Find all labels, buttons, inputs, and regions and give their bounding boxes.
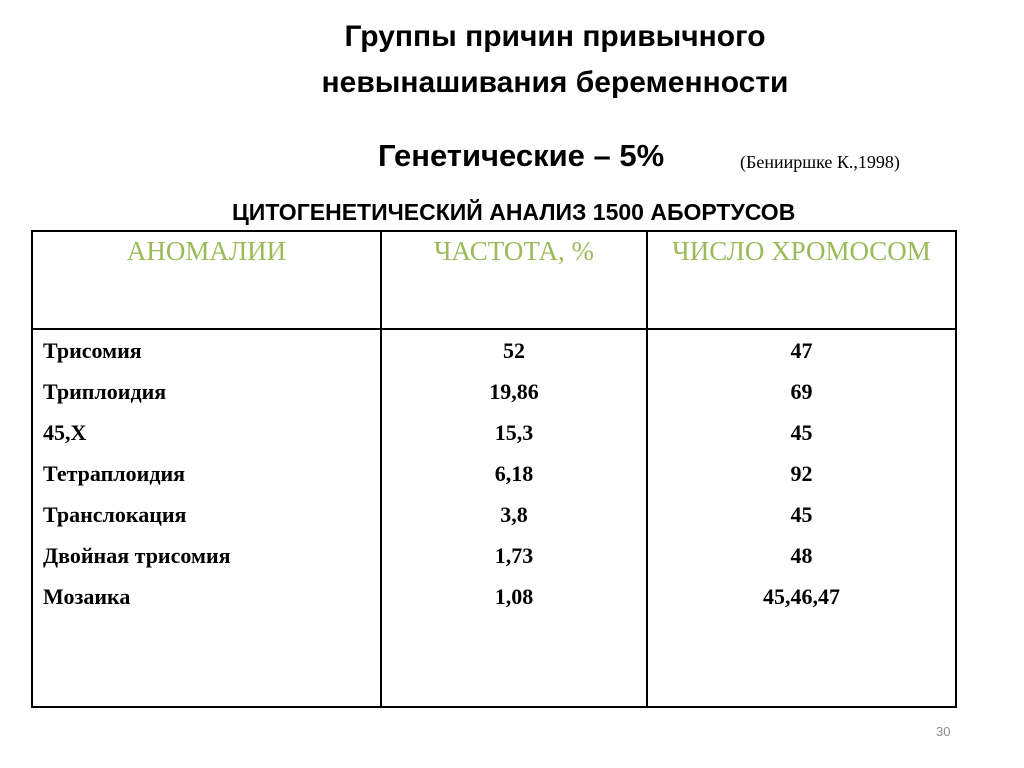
title-line-1: Группы причин привычного xyxy=(344,20,766,53)
frequency-value: 19,86 xyxy=(489,379,539,404)
subtitle: Генетические – 5% xyxy=(378,138,665,173)
anomaly-name: Двойная трисомия xyxy=(43,543,231,568)
anomalies-column xyxy=(32,329,381,707)
slide-title xyxy=(230,14,880,106)
chromosome-count: 47 xyxy=(790,338,813,363)
chromosome-count: 92 xyxy=(790,461,813,486)
title-line-2: невынашивания беременности xyxy=(321,66,789,99)
header-frequency: ЧАСТОТА, % xyxy=(381,231,647,329)
frequency-column xyxy=(381,329,647,707)
page-number: 30 xyxy=(936,724,951,739)
anomaly-name: 45,Х xyxy=(43,420,87,445)
chromosomes-column xyxy=(647,329,956,707)
table-caption: ЦИТОГЕНЕТИЧЕСКИЙ АНАЛИЗ 1500 АБОРТУСОВ xyxy=(232,199,796,225)
frequency-value: 6,18 xyxy=(494,461,534,486)
frequency-value: 3,8 xyxy=(500,502,528,527)
chromosome-count: 45 xyxy=(790,502,813,527)
table-header-row xyxy=(32,231,956,329)
anomaly-name: Трисомия xyxy=(43,338,142,363)
anomaly-name: Тетраплоидия xyxy=(43,461,186,486)
frequency-value: 15,3 xyxy=(494,420,534,445)
anomaly-name: Триплоидия xyxy=(43,379,167,404)
chromosome-count: 69 xyxy=(790,379,813,404)
table-body-row xyxy=(32,329,956,707)
frequency-value: 1,73 xyxy=(494,543,534,568)
header-chromosomes: ЧИСЛО ХРОМОСОМ xyxy=(647,231,956,329)
anomalies-table xyxy=(31,230,957,708)
anomaly-name: Мозаика xyxy=(43,584,131,609)
anomaly-name: Транслокация xyxy=(43,502,187,527)
header-anomalies: АНОМАЛИИ xyxy=(32,231,381,329)
citation: (Бенииршке К.,1998) xyxy=(740,152,900,172)
frequency-value: 1,08 xyxy=(494,584,534,609)
chromosome-count: 45 xyxy=(790,420,813,445)
chromosome-count: 48 xyxy=(790,543,813,568)
frequency-value: 52 xyxy=(503,338,525,363)
chromosome-count: 45,46,47 xyxy=(763,584,840,609)
